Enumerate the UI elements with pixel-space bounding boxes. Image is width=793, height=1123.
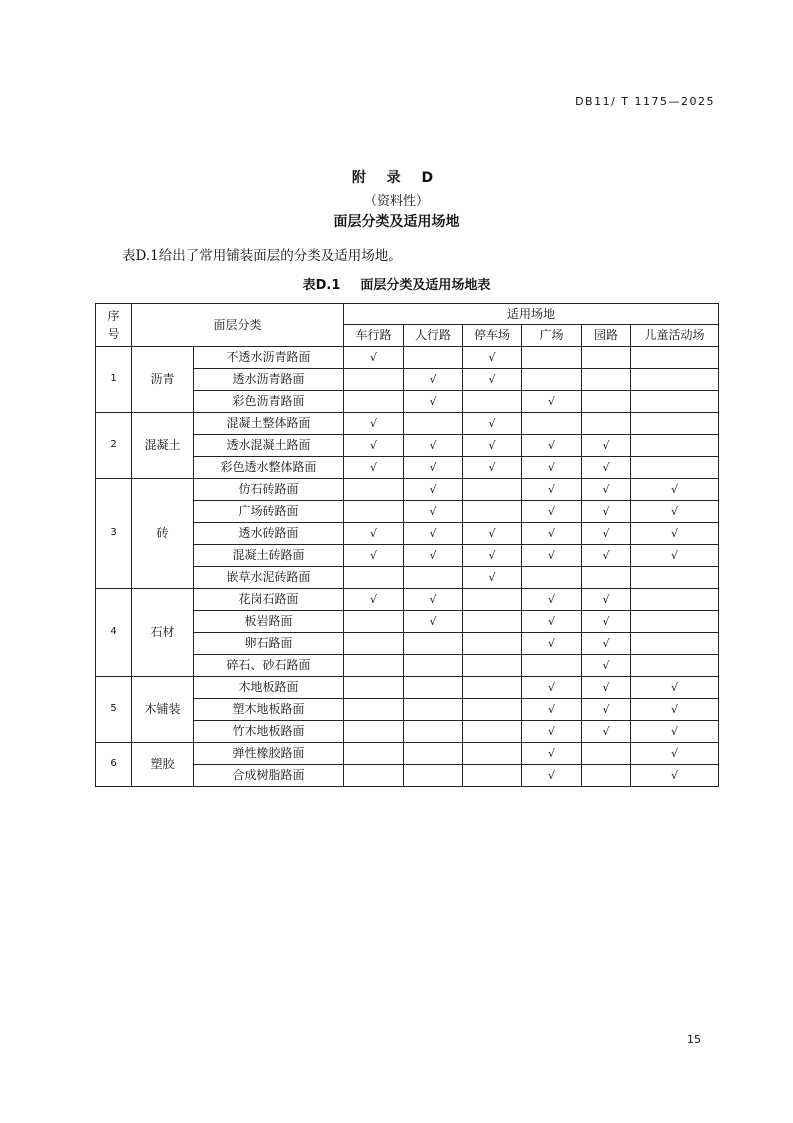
check-mark: √ <box>602 504 610 518</box>
venue-cell <box>522 544 582 566</box>
venue-cell <box>463 588 522 610</box>
surface-type: 竹木地板路面 <box>194 720 344 742</box>
venue-cell <box>404 632 463 654</box>
table-row <box>96 346 719 368</box>
venue-cell <box>582 676 631 698</box>
venue-cell <box>404 412 463 434</box>
venue-cell <box>631 566 719 588</box>
check-mark: √ <box>671 724 679 738</box>
check-mark: √ <box>548 526 556 540</box>
venue-cell <box>582 764 631 786</box>
check-mark: √ <box>671 768 679 782</box>
venue-cell <box>522 698 582 720</box>
check-mark: √ <box>370 416 378 430</box>
intro-paragraph: 表D.1给出了常用铺装面层的分类及适用场地。 <box>122 248 402 264</box>
venue-cell <box>463 632 522 654</box>
venue-cell <box>344 390 404 412</box>
venue-cell <box>463 500 522 522</box>
venue-cell <box>344 764 404 786</box>
check-mark: √ <box>370 548 378 562</box>
table-caption-number: 表D.1 <box>302 278 341 293</box>
venue-cell <box>631 742 719 764</box>
venue-cell <box>582 544 631 566</box>
appendix-label: 附 录 D <box>351 170 442 186</box>
scope-header: 适用场地 <box>344 304 719 325</box>
appendix-title: 面层分类及适用场地 <box>333 214 460 230</box>
venue-cell <box>344 588 404 610</box>
check-mark: √ <box>602 658 610 672</box>
venue-cell <box>344 368 404 390</box>
venue-header: 广场 <box>522 325 582 346</box>
venue-cell <box>631 412 719 434</box>
page-number: 15 <box>687 1033 701 1046</box>
venue-cell <box>582 390 631 412</box>
venue-cell <box>582 632 631 654</box>
table-row <box>96 742 719 764</box>
venue-cell <box>463 720 522 742</box>
venue-cell <box>631 764 719 786</box>
venue-cell <box>344 654 404 676</box>
venue-cell <box>631 346 719 368</box>
check-mark: √ <box>602 526 610 540</box>
check-mark: √ <box>370 526 378 540</box>
check-mark: √ <box>671 702 679 716</box>
venue-cell <box>344 434 404 456</box>
check-mark: √ <box>548 702 556 716</box>
venue-cell <box>522 654 582 676</box>
venue-cell <box>631 522 719 544</box>
venue-cell <box>631 390 719 412</box>
surface-type: 嵌草水泥砖路面 <box>194 566 344 588</box>
group-number: 5 <box>96 676 132 742</box>
venue-cell <box>582 368 631 390</box>
venue-cell <box>631 720 719 742</box>
check-mark: √ <box>602 460 610 474</box>
venue-cell <box>404 742 463 764</box>
check-mark: √ <box>548 548 556 562</box>
seq-header <box>96 304 132 347</box>
check-mark: √ <box>602 438 610 452</box>
venue-cell <box>344 346 404 368</box>
check-mark: √ <box>602 724 610 738</box>
check-mark: √ <box>602 614 610 628</box>
venue-cell <box>344 412 404 434</box>
check-mark: √ <box>602 592 610 606</box>
venue-cell <box>344 610 404 632</box>
venue-cell <box>522 720 582 742</box>
venue-cell <box>344 742 404 764</box>
group-name: 混凝土 <box>132 412 194 478</box>
venue-cell <box>582 412 631 434</box>
group-number: 4 <box>96 588 132 676</box>
check-mark: √ <box>602 702 610 716</box>
check-mark: √ <box>671 526 679 540</box>
venue-cell <box>463 434 522 456</box>
venue-cell <box>404 588 463 610</box>
venue-cell <box>582 522 631 544</box>
venue-cell <box>463 610 522 632</box>
venue-cell <box>522 390 582 412</box>
check-mark: √ <box>602 482 610 496</box>
surface-type: 弹性橡胶路面 <box>194 742 344 764</box>
surface-type: 仿石砖路面 <box>194 478 344 500</box>
venue-cell <box>582 610 631 632</box>
venue-header: 人行路 <box>404 325 463 346</box>
venue-cell <box>631 456 719 478</box>
venue-cell <box>404 720 463 742</box>
check-mark: √ <box>548 614 556 628</box>
venue-cell <box>522 478 582 500</box>
group-name: 石材 <box>132 588 194 676</box>
venue-cell <box>463 742 522 764</box>
venue-cell <box>404 654 463 676</box>
check-mark: √ <box>429 592 437 606</box>
venue-cell <box>522 742 582 764</box>
check-mark: √ <box>429 460 437 474</box>
venue-cell <box>404 566 463 588</box>
venue-cell <box>344 478 404 500</box>
venue-cell <box>463 698 522 720</box>
group-name: 沥青 <box>132 346 194 412</box>
check-mark: √ <box>602 680 610 694</box>
venue-cell <box>463 390 522 412</box>
venue-cell <box>344 720 404 742</box>
group-number: 6 <box>96 742 132 786</box>
venue-cell <box>631 676 719 698</box>
venue-cell <box>582 346 631 368</box>
check-mark: √ <box>370 460 378 474</box>
venue-cell <box>404 368 463 390</box>
group-name: 砖 <box>132 478 194 588</box>
check-mark: √ <box>370 350 378 364</box>
venue-cell <box>404 500 463 522</box>
venue-cell <box>463 676 522 698</box>
venue-header: 园路 <box>582 325 631 346</box>
venue-cell <box>522 368 582 390</box>
surface-type: 混凝土砖路面 <box>194 544 344 566</box>
venue-cell <box>631 544 719 566</box>
group-number: 1 <box>96 346 132 412</box>
venue-cell <box>631 610 719 632</box>
surface-type: 透水砖路面 <box>194 522 344 544</box>
surface-type: 板岩路面 <box>194 610 344 632</box>
venue-cell <box>522 764 582 786</box>
venue-cell <box>344 522 404 544</box>
surface-type: 花岗石路面 <box>194 588 344 610</box>
check-mark: √ <box>671 746 679 760</box>
venue-cell <box>522 632 582 654</box>
venue-cell <box>631 434 719 456</box>
venue-cell <box>522 434 582 456</box>
check-mark: √ <box>488 548 496 562</box>
venue-cell <box>582 500 631 522</box>
venue-cell <box>404 522 463 544</box>
table-caption <box>0 274 793 293</box>
venue-cell <box>522 500 582 522</box>
check-mark: √ <box>671 504 679 518</box>
venue-cell <box>404 456 463 478</box>
check-mark: √ <box>548 680 556 694</box>
venue-cell <box>344 676 404 698</box>
check-mark: √ <box>429 504 437 518</box>
venue-cell <box>344 698 404 720</box>
venue-cell <box>344 500 404 522</box>
venue-cell <box>631 500 719 522</box>
venue-cell <box>522 522 582 544</box>
check-mark: √ <box>548 394 556 408</box>
surface-classification-table <box>95 303 719 787</box>
venue-header: 车行路 <box>344 325 404 346</box>
venue-cell <box>582 588 631 610</box>
venue-cell <box>522 566 582 588</box>
check-mark: √ <box>671 482 679 496</box>
group-name: 木铺装 <box>132 676 194 742</box>
group-number: 3 <box>96 478 132 588</box>
venue-cell <box>463 544 522 566</box>
check-mark: √ <box>488 570 496 584</box>
check-mark: √ <box>548 768 556 782</box>
venue-cell <box>463 346 522 368</box>
surface-type: 透水混凝土路面 <box>194 434 344 456</box>
venue-cell <box>582 698 631 720</box>
check-mark: √ <box>488 526 496 540</box>
venue-cell <box>522 610 582 632</box>
venue-cell <box>522 676 582 698</box>
venue-cell <box>631 588 719 610</box>
check-mark: √ <box>370 438 378 452</box>
venue-cell <box>404 676 463 698</box>
check-mark: √ <box>429 372 437 386</box>
surface-type: 木地板路面 <box>194 676 344 698</box>
venue-cell <box>582 434 631 456</box>
surface-type: 碎石、砂石路面 <box>194 654 344 676</box>
check-mark: √ <box>488 460 496 474</box>
venue-cell <box>404 764 463 786</box>
venue-cell <box>344 566 404 588</box>
venue-cell <box>522 412 582 434</box>
venue-header: 停车场 <box>463 325 522 346</box>
check-mark: √ <box>488 372 496 386</box>
check-mark: √ <box>488 350 496 364</box>
venue-cell <box>463 368 522 390</box>
venue-cell <box>404 346 463 368</box>
check-mark: √ <box>602 636 610 650</box>
check-mark: √ <box>548 504 556 518</box>
check-mark: √ <box>429 526 437 540</box>
venue-cell <box>404 698 463 720</box>
venue-cell <box>463 566 522 588</box>
venue-cell <box>404 610 463 632</box>
venue-cell <box>631 698 719 720</box>
venue-cell <box>582 478 631 500</box>
venue-header: 儿童活动场 <box>631 325 719 346</box>
table-body <box>96 346 719 786</box>
check-mark: √ <box>548 636 556 650</box>
venue-cell <box>631 654 719 676</box>
surface-type: 混凝土整体路面 <box>194 412 344 434</box>
venue-cell <box>344 456 404 478</box>
check-mark: √ <box>429 614 437 628</box>
venue-cell <box>404 434 463 456</box>
surface-type: 不透水沥青路面 <box>194 346 344 368</box>
venue-cell <box>631 632 719 654</box>
venue-cell <box>463 412 522 434</box>
venue-cell <box>522 588 582 610</box>
venue-cell <box>582 566 631 588</box>
venue-cell <box>582 720 631 742</box>
check-mark: √ <box>548 746 556 760</box>
table-caption-title: 面层分类及适用场地表 <box>360 278 491 293</box>
check-mark: √ <box>602 548 610 562</box>
surface-type: 彩色沥青路面 <box>194 390 344 412</box>
venue-cell <box>404 390 463 412</box>
venue-cell <box>582 456 631 478</box>
venue-cell <box>463 764 522 786</box>
standard-code: DB11/ T 1175—2025 <box>575 95 715 108</box>
venue-cell <box>404 478 463 500</box>
check-mark: √ <box>548 592 556 606</box>
venue-cell <box>463 456 522 478</box>
check-mark: √ <box>429 438 437 452</box>
group-number: 2 <box>96 412 132 478</box>
table-row <box>96 676 719 698</box>
check-mark: √ <box>429 548 437 562</box>
check-mark: √ <box>671 680 679 694</box>
category-header: 面层分类 <box>132 304 344 347</box>
venue-cell <box>463 522 522 544</box>
group-name: 塑胶 <box>132 742 194 786</box>
venue-cell <box>582 654 631 676</box>
check-mark: √ <box>429 394 437 408</box>
check-mark: √ <box>488 438 496 452</box>
surface-type: 卵石路面 <box>194 632 344 654</box>
check-mark: √ <box>548 438 556 452</box>
check-mark: √ <box>548 482 556 496</box>
seq-header-top: 序 <box>107 308 120 323</box>
surface-type: 广场砖路面 <box>194 500 344 522</box>
check-mark: √ <box>488 416 496 430</box>
venue-cell <box>344 544 404 566</box>
appendix-nature: （资料性） <box>363 194 429 209</box>
check-mark: √ <box>370 592 378 606</box>
venue-cell <box>344 632 404 654</box>
venue-cell <box>522 456 582 478</box>
venue-cell <box>404 544 463 566</box>
venue-cell <box>631 478 719 500</box>
seq-header-bottom: 号 <box>107 326 120 341</box>
table-row <box>96 412 719 434</box>
surface-type: 塑木地板路面 <box>194 698 344 720</box>
table-row <box>96 588 719 610</box>
table-row <box>96 478 719 500</box>
surface-type: 合成树脂路面 <box>194 764 344 786</box>
venue-cell <box>463 654 522 676</box>
check-mark: √ <box>429 482 437 496</box>
check-mark: √ <box>548 724 556 738</box>
venue-cell <box>522 346 582 368</box>
surface-type: 彩色透水整体路面 <box>194 456 344 478</box>
check-mark: √ <box>548 460 556 474</box>
table-header-row <box>96 304 719 325</box>
venue-cell <box>582 742 631 764</box>
check-mark: √ <box>671 548 679 562</box>
venue-cell <box>631 368 719 390</box>
surface-type: 透水沥青路面 <box>194 368 344 390</box>
venue-cell <box>463 478 522 500</box>
